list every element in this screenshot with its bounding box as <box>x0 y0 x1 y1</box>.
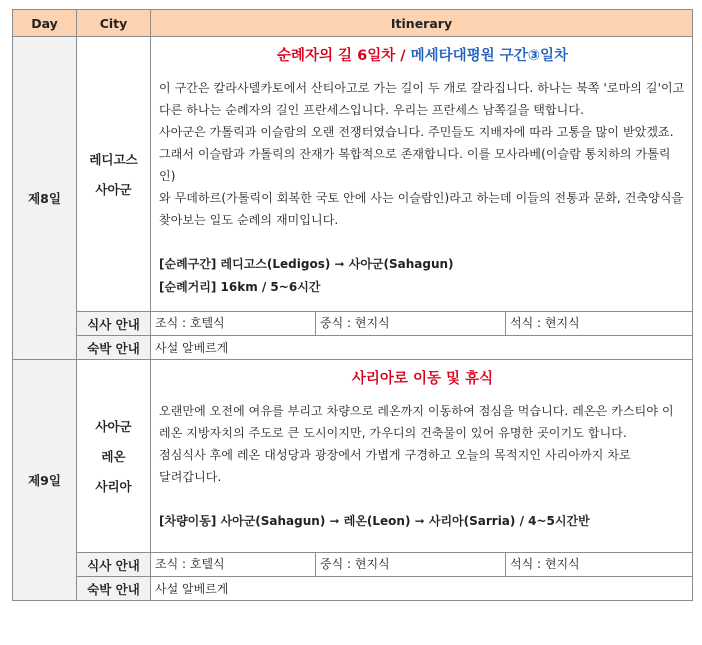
header-day: Day <box>13 10 77 37</box>
dinner: 석식 : 현지식 <box>510 557 580 571</box>
meal-label: 식사 안내 <box>77 553 151 577</box>
desc-line: 찾아보는 일도 순례의 재미입니다. <box>159 213 339 227</box>
meal-label: 식사 안내 <box>77 312 151 336</box>
city: 레온 <box>101 449 126 464</box>
day8-lodge-row <box>13 336 693 360</box>
day9-cities <box>77 360 151 553</box>
day9-row <box>13 360 693 553</box>
lodge-label: 숙박 안내 <box>77 577 151 601</box>
breakfast: 조식 : 호텔식 <box>151 553 316 576</box>
day8-meals <box>151 312 693 336</box>
lodge-label: 숙박 안내 <box>77 336 151 360</box>
lunch: 중식 : 현지식 <box>316 312 506 335</box>
header-itinerary: Itinerary <box>151 10 693 37</box>
lodge: 사설 알베르게 <box>151 577 693 601</box>
header-city: City <box>77 10 151 37</box>
city: 사아군 <box>95 182 132 197</box>
day9-meal-row <box>13 553 693 577</box>
desc-line: 사아군은 가톨릭과 이슬람의 오랜 전쟁터였습니다. 주민들도 지배자에 따라 고통을 많이 받았겠죠. <box>159 125 674 139</box>
breakfast: 조식 : 호텔식 <box>151 312 316 335</box>
desc-line: 다른 하나는 순례자의 길인 프란세스입니다. 우리는 프란세스 남쪽길을 택합니다. <box>159 103 584 117</box>
day8-row <box>13 37 693 312</box>
desc-line: 오랜만에 오전에 여유를 부리고 차량으로 레온까지 이동하여 점심을 먹습니다. 레온은 카스티야 이 <box>159 404 674 418</box>
city: 사리아 <box>95 479 132 494</box>
desc-line: 점심식사 후에 레온 대성당과 광장에서 가볍게 구경하고 오늘의 목적지인 사리아까지 차로 <box>159 448 631 462</box>
day8-title <box>159 44 686 65</box>
lunch: 중식 : 현지식 <box>316 553 506 576</box>
day8-cities <box>77 37 151 312</box>
desc-line: 달려갑니다. <box>159 470 222 484</box>
day8-meal-row <box>13 312 693 336</box>
day9-label: 제9일 <box>13 360 77 601</box>
day8-title-main: 순례자의 길 6일차 / <box>276 48 406 64</box>
route-transfer: [차량이동] 사아군(Sahagun) ➞ 레온(Leon) ➞ 사리아(Sarria) / 4~5시간반 <box>159 514 590 528</box>
day9-itinerary <box>151 360 693 553</box>
header-row <box>13 10 693 37</box>
desc-line: 이 구간은 칼라사델카토에서 산티아고로 가는 길이 두 개로 갈라집니다. 하나는 북쪽 '로마의 길'이고 <box>159 81 685 95</box>
day8-itinerary <box>151 37 693 312</box>
route-section: [순례구간] 레디고스(Ledigos) ➞ 사아군(Sahagun) <box>159 257 454 271</box>
day9-title <box>159 367 686 388</box>
day9-description <box>159 400 686 488</box>
city: 사아군 <box>95 419 132 434</box>
desc-line: 와 무데하르(가톨릭이 회복한 국토 안에 사는 이슬람인)라고 하는데 이들의 전통과 문화, 건축양식을 <box>159 191 684 205</box>
day8-route <box>159 253 686 299</box>
day9-lodge-row <box>13 577 693 601</box>
itinerary-table <box>12 9 693 601</box>
day8-label: 제8일 <box>13 37 77 360</box>
city: 레디고스 <box>89 152 138 167</box>
day8-description <box>159 77 686 231</box>
route-distance: [순례거리] 16km / 5~6시간 <box>159 280 321 294</box>
dinner: 석식 : 현지식 <box>510 316 580 330</box>
day9-meals <box>151 553 693 577</box>
day9-title-main: 사리아로 이동 및 휴식 <box>351 371 494 387</box>
day8-title-sub: 메세타대평원 구간③일차 <box>410 48 569 64</box>
desc-line: 레온 지방자치의 주도로 큰 도시이지만, 가우디의 건축물이 있어 유명한 곳이기도 합니다. <box>159 426 627 440</box>
desc-line: 그래서 이슬람과 가톨릭의 잔재가 복합적으로 존재합니다. 이를 모사라베(이슬람 통치하의 가톨릭인) <box>159 147 671 183</box>
day9-route <box>159 510 686 533</box>
lodge: 사설 알베르게 <box>151 336 693 360</box>
